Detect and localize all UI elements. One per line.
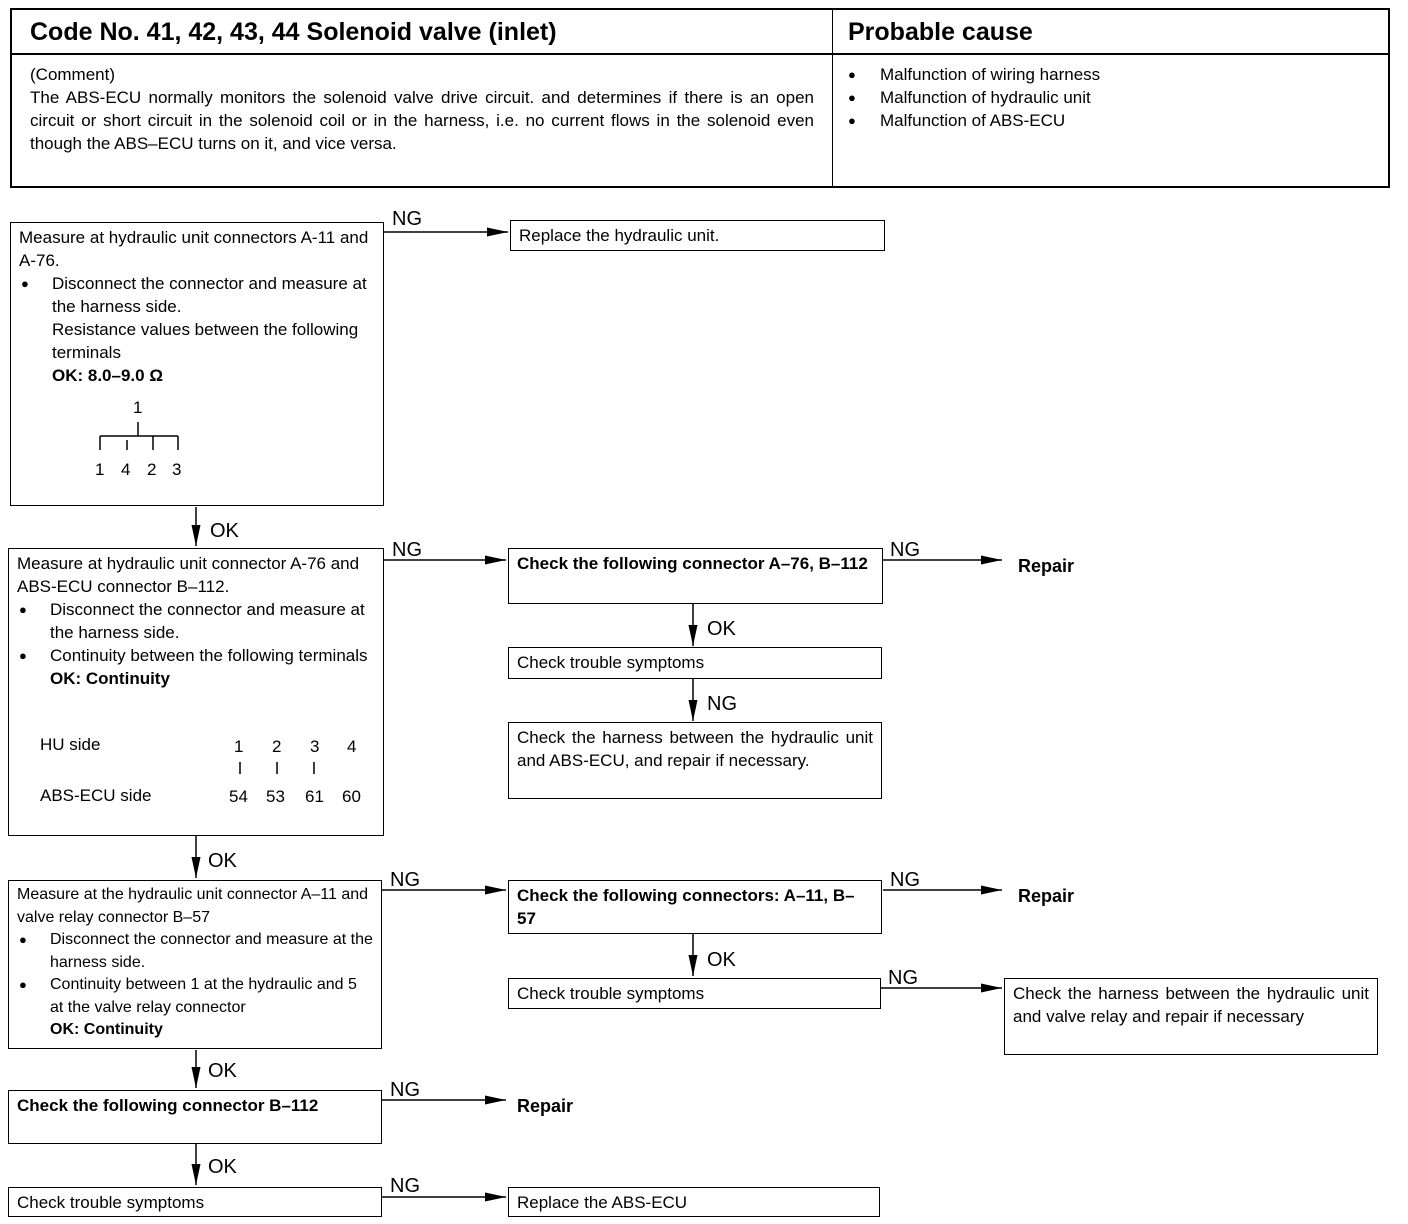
- action-text: Check the harness between the hydraulic unit and valve relay and repair if necessary: [1013, 984, 1369, 1026]
- check-connector-box: [508, 548, 883, 604]
- terminal-label: 53: [266, 787, 285, 806]
- check-harness-box: [1004, 978, 1378, 1055]
- terminal-label: 1: [234, 737, 244, 756]
- replace-hydraulic-unit-box: [510, 220, 885, 251]
- check-harness-box: [508, 722, 882, 799]
- check-connector-box: [508, 880, 882, 934]
- terminal-label: 60: [342, 787, 361, 806]
- step3-ok-criteria: OK: Continuity: [50, 1021, 163, 1038]
- step1-title: Measure at hydraulic unit connectors A-11 and A-76.: [19, 228, 369, 270]
- ng-label: NG: [890, 869, 920, 891]
- comment-text: The ABS-ECU normally monitors the solenoid valve drive circuit. and determines if there is an open circuit or short circuit in the solenoid coil or in the harness, i.e. no current flows in the solenoid even though the ABS–ECU turns on it, and vice versa.: [30, 88, 814, 153]
- terminal-label: 2: [272, 737, 282, 756]
- action-text: Check the harness between the hydraulic unit and ABS-ECU, and repair if necessary.: [517, 728, 873, 770]
- terminal-label: 1: [133, 398, 143, 417]
- step1-bullet: ● Disconnect the connector and measure at the harness side.: [19, 272, 375, 318]
- step3-title: Measure at the hydraulic unit connector A–11 and valve relay connector B–57: [17, 886, 369, 926]
- check-symptoms-box: [508, 647, 882, 679]
- terminal-label: 4: [347, 737, 357, 756]
- cause-item: ● Malfunction of ABS-ECU: [848, 109, 1100, 132]
- action-text: Replace the ABS-ECU: [517, 1193, 688, 1212]
- step4-box: [8, 1090, 382, 1144]
- ng-label: NG: [707, 693, 737, 715]
- ok-label: OK: [707, 949, 736, 971]
- step2-bullet: ● Disconnect the connector and measure at the harness side.: [17, 598, 375, 644]
- step3-bullet: ● Disconnect the connector and measure at the harness side.: [17, 929, 373, 974]
- ng-label: NG: [888, 967, 918, 989]
- ng-label: NG: [390, 869, 420, 891]
- terminal-label: 3: [172, 460, 182, 479]
- terminal-label: 3: [310, 737, 320, 756]
- action-text: Check the following connectors: A–11, B–57: [517, 886, 855, 928]
- ok-label: OK: [210, 520, 239, 542]
- repair-label: Repair: [517, 1096, 574, 1116]
- terminal-label: 2: [147, 460, 157, 479]
- terminal-label: 61: [305, 787, 324, 806]
- ng-label: NG: [392, 539, 422, 561]
- ok-label: OK: [208, 1060, 237, 1082]
- step5-box: [8, 1187, 382, 1217]
- ng-label: NG: [392, 208, 422, 230]
- terminal-label: 4: [121, 460, 131, 479]
- cause-item: ● Malfunction of hydraulic unit: [848, 86, 1100, 109]
- action-text: Replace the hydraulic unit.: [519, 226, 720, 245]
- replace-abs-ecu-box: [508, 1187, 880, 1217]
- terminal-label: 1: [95, 460, 105, 479]
- ok-label: OK: [208, 850, 237, 872]
- ng-label: NG: [390, 1079, 420, 1101]
- step1-box: [10, 222, 384, 506]
- step2-ok-criteria: OK: Continuity: [50, 669, 170, 688]
- terminal-label: 54: [229, 787, 248, 806]
- ok-label: OK: [707, 618, 736, 640]
- cause-item: ● Malfunction of wiring harness: [848, 63, 1100, 86]
- repair-label: Repair: [1018, 886, 1075, 906]
- action-text: Check trouble symptoms: [517, 984, 705, 1003]
- ng-label: NG: [890, 539, 920, 561]
- check-symptoms-box: [508, 978, 881, 1009]
- repair-label: Repair: [1018, 556, 1075, 576]
- ng-label: NG: [390, 1175, 420, 1197]
- step3-box: [8, 880, 382, 1049]
- action-text: Check trouble symptoms: [17, 1193, 205, 1212]
- probable-cause-title: Probable cause: [848, 18, 1033, 46]
- step1-ok-criteria: OK: 8.0–9.0 Ω: [52, 366, 163, 385]
- step1-detail: Resistance values between the following terminals: [52, 320, 359, 362]
- hu-side-label: HU side: [40, 735, 101, 754]
- comment-label: (Comment): [30, 65, 116, 84]
- step3-bullet: ● Continuity between 1 at the hydraulic and 5 at the valve relay connector: [17, 974, 373, 1019]
- ecu-side-label: ABS-ECU side: [40, 786, 152, 805]
- step2-bullet: ● Continuity between the following terminals: [17, 644, 375, 667]
- action-text: Check the following connector B–112: [17, 1096, 319, 1115]
- action-text: Check trouble symptoms: [517, 653, 705, 672]
- step2-title: Measure at hydraulic unit connector A-76 and ABS-ECU connector B–112.: [17, 554, 360, 596]
- action-text: Check the following connector A–76, B–112: [517, 554, 868, 573]
- ok-label: OK: [208, 1156, 237, 1178]
- code-title: Code No. 41, 42, 43, 44 Solenoid valve (inlet): [30, 18, 557, 46]
